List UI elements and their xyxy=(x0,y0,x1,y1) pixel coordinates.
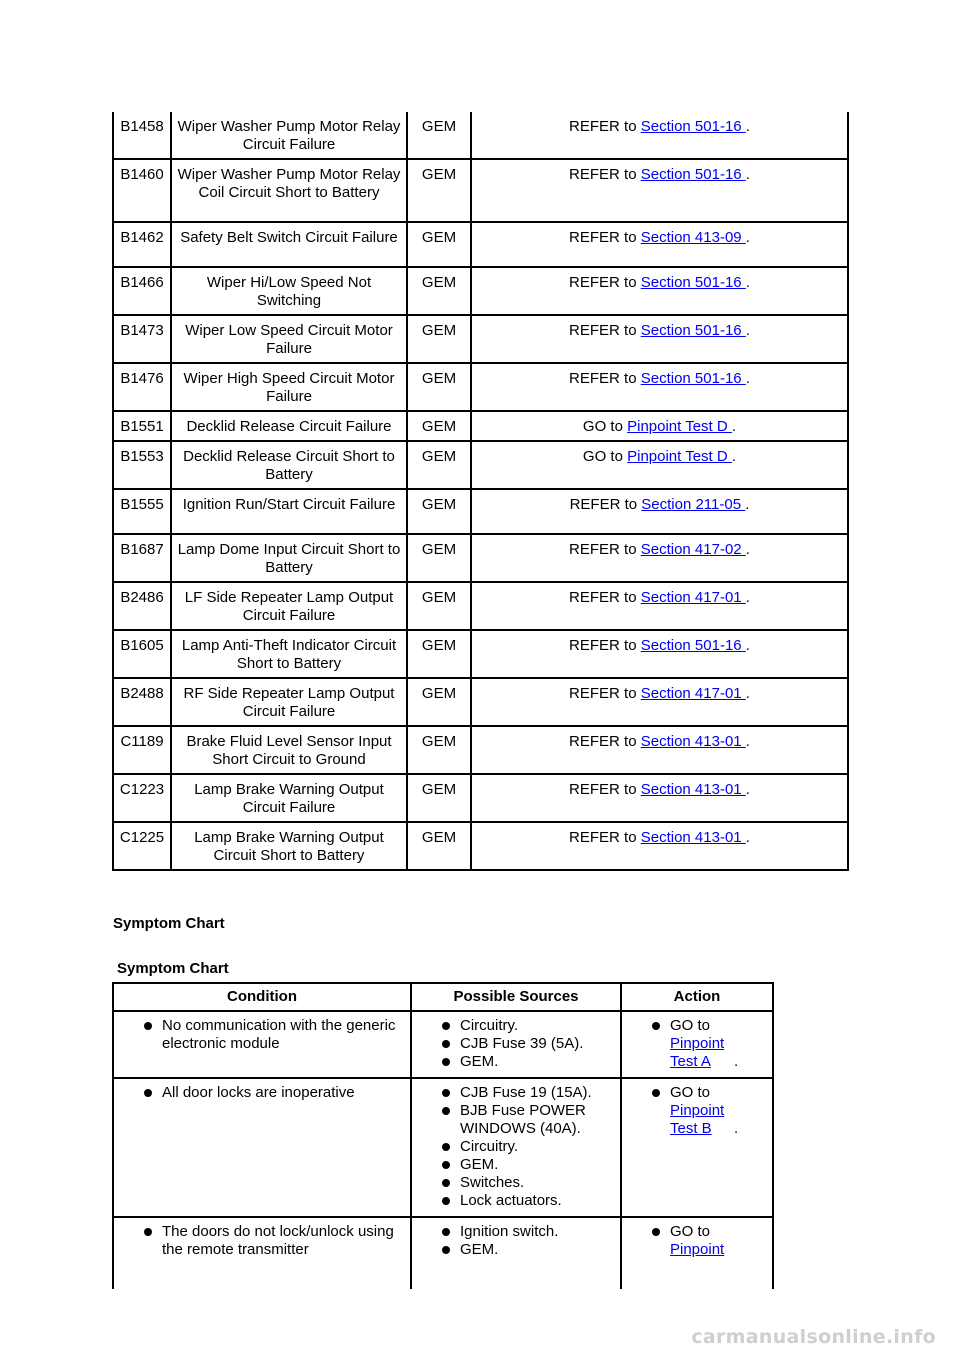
action-link[interactable]: Section 413-01 xyxy=(640,781,746,798)
action-suffix: . xyxy=(745,118,750,135)
dtc-row xyxy=(113,534,848,582)
sources-list xyxy=(438,1017,616,1071)
dtc-action xyxy=(471,159,848,222)
dtc-code: B1460 xyxy=(113,159,171,222)
action-suffix: . xyxy=(745,496,750,513)
dtc-table-body xyxy=(113,112,848,870)
action-prefix: REFER to xyxy=(569,541,637,558)
dtc-code: B1553 xyxy=(113,441,171,489)
condition-cell xyxy=(113,1078,411,1217)
dtc-description: Wiper High Speed Circuit Motor Failure xyxy=(171,363,407,411)
dtc-code: B1473 xyxy=(113,315,171,363)
dtc-description: Ignition Run/Start Circuit Failure xyxy=(171,489,407,534)
action-suffix: . xyxy=(745,829,750,846)
action-link[interactable]: Section 413-01 xyxy=(640,829,746,846)
action-suffix: . xyxy=(745,637,750,654)
action-cell xyxy=(621,1078,773,1217)
action-link[interactable]: Section 501-16 xyxy=(640,118,746,135)
action-prefix: GO to xyxy=(582,448,623,465)
action-prefix: GO to xyxy=(670,1084,711,1101)
condition-list xyxy=(140,1084,406,1102)
dtc-action xyxy=(471,822,848,870)
action-link[interactable]: Section 413-01 xyxy=(640,733,746,750)
sources-list xyxy=(438,1084,616,1210)
action-suffix: . xyxy=(731,418,737,435)
dtc-action xyxy=(471,411,848,441)
dtc-module: GEM xyxy=(407,678,471,726)
dtc-row xyxy=(113,315,848,363)
dtc-description: Decklid Release Circuit Short to Battery xyxy=(171,441,407,489)
dtc-description: Lamp Dome Input Circuit Short to Battery xyxy=(171,534,407,582)
dtc-row xyxy=(113,630,848,678)
dtc-action xyxy=(471,441,848,489)
dtc-module: GEM xyxy=(407,315,471,363)
dtc-description: Safety Belt Switch Circuit Failure xyxy=(171,222,407,267)
sources-list xyxy=(438,1223,616,1259)
dtc-description: Wiper Washer Pump Motor Relay Circuit Failure xyxy=(171,112,407,159)
source-item: Switches. xyxy=(438,1174,616,1192)
dtc-module: GEM xyxy=(407,159,471,222)
dtc-description: Wiper Washer Pump Motor Relay Coil Circuit Short to Battery xyxy=(171,159,407,222)
dtc-action xyxy=(471,267,848,315)
condition-list xyxy=(140,1017,406,1053)
symptom-row xyxy=(113,1217,773,1289)
dtc-code: B1605 xyxy=(113,630,171,678)
action-item xyxy=(648,1017,768,1071)
dtc-description: Lamp Brake Warning Output Circuit Short to Battery xyxy=(171,822,407,870)
action-link[interactable]: Section 417-02 xyxy=(640,541,746,558)
condition-header: Condition xyxy=(113,983,411,1011)
action-prefix: REFER to xyxy=(569,166,637,183)
condition-cell xyxy=(113,1217,411,1289)
watermark: carmanualsonline.info xyxy=(691,1326,936,1348)
dtc-action xyxy=(471,726,848,774)
dtc-module: GEM xyxy=(407,363,471,411)
action-prefix: GO to xyxy=(670,1017,711,1034)
dtc-code: B1466 xyxy=(113,267,171,315)
action-item xyxy=(648,1223,768,1259)
dtc-row xyxy=(113,822,848,870)
dtc-action xyxy=(471,774,848,822)
dtc-code: B1687 xyxy=(113,534,171,582)
source-item: GEM. xyxy=(438,1156,616,1174)
dtc-action xyxy=(471,222,848,267)
dtc-description: Lamp Anti-Theft Indicator Circuit Short to Battery xyxy=(171,630,407,678)
action-link[interactable]: Section 417-01 xyxy=(640,589,746,606)
dtc-action xyxy=(471,582,848,630)
dtc-module: GEM xyxy=(407,822,471,870)
action-suffix: . xyxy=(731,448,737,465)
action-link[interactable]: Section 501-16 xyxy=(640,370,746,387)
symptom-row xyxy=(113,1078,773,1217)
action-link[interactable]: Section 501-16 xyxy=(640,637,746,654)
action-cell xyxy=(621,1011,773,1078)
dtc-description: Decklid Release Circuit Failure xyxy=(171,411,407,441)
sources-cell xyxy=(411,1011,621,1078)
action-suffix: . xyxy=(745,322,750,339)
dtc-row xyxy=(113,112,848,159)
dtc-module: GEM xyxy=(407,630,471,678)
action-prefix: REFER to xyxy=(569,322,637,339)
dtc-module: GEM xyxy=(407,489,471,534)
symptom-table-body xyxy=(113,1011,773,1289)
possible-sources-header: Possible Sources xyxy=(411,983,621,1011)
action-suffix: . xyxy=(734,1120,739,1137)
dtc-code: B1551 xyxy=(113,411,171,441)
dtc-description: Wiper Hi/Low Speed Not Switching xyxy=(171,267,407,315)
action-link[interactable]: Section 501-16 xyxy=(640,274,746,291)
condition-list xyxy=(140,1223,406,1259)
dtc-row xyxy=(113,678,848,726)
action-cell xyxy=(621,1217,773,1289)
action-prefix: REFER to xyxy=(569,370,637,387)
dtc-module: GEM xyxy=(407,222,471,267)
dtc-action xyxy=(471,678,848,726)
dtc-row xyxy=(113,582,848,630)
dtc-module: GEM xyxy=(407,534,471,582)
condition-cell xyxy=(113,1011,411,1078)
action-link[interactable]: Section 501-16 xyxy=(640,322,746,339)
dtc-code: C1189 xyxy=(113,726,171,774)
symptom-chart-heading: Symptom Chart xyxy=(113,915,225,932)
dtc-row xyxy=(113,726,848,774)
source-item: CJB Fuse 19 (15A). xyxy=(438,1084,616,1102)
dtc-description: Lamp Brake Warning Output Circuit Failure xyxy=(171,774,407,822)
action-prefix: GO to xyxy=(670,1223,711,1240)
dtc-code: B2488 xyxy=(113,678,171,726)
action-prefix: REFER to xyxy=(569,781,637,798)
action-prefix: REFER to xyxy=(569,229,637,246)
action-suffix: . xyxy=(734,1053,739,1070)
dtc-description: LF Side Repeater Lamp Output Circuit Failure xyxy=(171,582,407,630)
action-suffix: . xyxy=(745,685,750,702)
action-link[interactable]: Section 413-09 xyxy=(640,229,746,246)
action-prefix: REFER to xyxy=(569,118,637,135)
condition-text: No communication with the generic electronic module xyxy=(140,1017,406,1053)
action-suffix: . xyxy=(745,166,750,183)
action-link[interactable]: Pinpoint Test D xyxy=(627,418,732,435)
symptom-header-row xyxy=(113,983,773,1011)
sources-cell xyxy=(411,1217,621,1289)
dtc-module: GEM xyxy=(407,441,471,489)
source-item: GEM. xyxy=(438,1053,616,1071)
dtc-module: GEM xyxy=(407,267,471,315)
dtc-module: GEM xyxy=(407,411,471,441)
action-list xyxy=(648,1223,768,1259)
symptom-table xyxy=(112,982,774,1289)
dtc-action xyxy=(471,489,848,534)
action-suffix: . xyxy=(745,541,750,558)
dtc-row xyxy=(113,489,848,534)
source-item: CJB Fuse 39 (5A). xyxy=(438,1035,616,1053)
action-list xyxy=(648,1017,768,1071)
source-item: Circuitry. xyxy=(438,1017,616,1035)
action-suffix: . xyxy=(745,781,750,798)
dtc-code: C1225 xyxy=(113,822,171,870)
action-suffix: . xyxy=(745,370,750,387)
action-list xyxy=(648,1084,768,1138)
dtc-module: GEM xyxy=(407,726,471,774)
dtc-action xyxy=(471,534,848,582)
dtc-row xyxy=(113,222,848,267)
action-prefix: REFER to xyxy=(569,274,637,291)
dtc-description: RF Side Repeater Lamp Output Circuit Failure xyxy=(171,678,407,726)
condition-text: All door locks are inoperative xyxy=(140,1084,406,1102)
action-suffix: . xyxy=(745,229,750,246)
symptom-row xyxy=(113,1011,773,1078)
action-link[interactable]: Section 417-01 xyxy=(640,685,746,702)
action-suffix: . xyxy=(745,274,750,291)
source-item: Ignition switch. xyxy=(438,1223,616,1241)
action-prefix: REFER to xyxy=(569,733,637,750)
action-prefix: REFER to xyxy=(569,829,637,846)
action-item xyxy=(648,1084,768,1138)
dtc-row xyxy=(113,774,848,822)
dtc-row xyxy=(113,363,848,411)
condition-text: The doors do not lock/unlock using the remote transmitter xyxy=(140,1223,406,1259)
action-suffix: . xyxy=(745,589,750,606)
source-item: GEM. xyxy=(438,1241,616,1259)
pinpoint-link[interactable]: Pinpoint xyxy=(670,1241,725,1258)
dtc-action xyxy=(471,315,848,363)
dtc-action xyxy=(471,363,848,411)
dtc-action xyxy=(471,112,848,159)
dtc-code: C1223 xyxy=(113,774,171,822)
action-suffix: . xyxy=(745,733,750,750)
dtc-module: GEM xyxy=(407,112,471,159)
dtc-module: GEM xyxy=(407,582,471,630)
dtc-code: B1555 xyxy=(113,489,171,534)
action-prefix: REFER to xyxy=(569,496,638,513)
dtc-table xyxy=(112,112,849,871)
sources-cell xyxy=(411,1078,621,1217)
action-link[interactable]: Section 501-16 xyxy=(640,166,746,183)
dtc-code: B2486 xyxy=(113,582,171,630)
dtc-action xyxy=(471,630,848,678)
dtc-row xyxy=(113,267,848,315)
dtc-description: Wiper Low Speed Circuit Motor Failure xyxy=(171,315,407,363)
pinpoint-link[interactable]: Pinpoint Test B xyxy=(670,1102,725,1137)
symptom-chart-caption: Symptom Chart xyxy=(117,960,229,977)
action-header: Action xyxy=(621,983,773,1011)
dtc-code: B1476 xyxy=(113,363,171,411)
source-item: Lock actuators. xyxy=(438,1192,616,1210)
action-prefix: REFER to xyxy=(569,685,637,702)
dtc-code: B1458 xyxy=(113,112,171,159)
dtc-code: B1462 xyxy=(113,222,171,267)
dtc-module: GEM xyxy=(407,774,471,822)
source-item: Circuitry. xyxy=(438,1138,616,1156)
dtc-row xyxy=(113,441,848,489)
dtc-row xyxy=(113,411,848,441)
pinpoint-link[interactable]: Pinpoint Test A xyxy=(670,1035,725,1070)
dtc-description: Brake Fluid Level Sensor Input Short Circuit to Ground xyxy=(171,726,407,774)
dtc-row xyxy=(113,159,848,222)
action-link[interactable]: Section 211-05 xyxy=(641,496,746,513)
action-prefix: GO to xyxy=(582,418,623,435)
source-item: BJB Fuse POWER WINDOWS (40A). xyxy=(438,1102,616,1138)
action-prefix: REFER to xyxy=(569,637,637,654)
action-prefix: REFER to xyxy=(569,589,637,606)
action-link[interactable]: Pinpoint Test D xyxy=(627,448,732,465)
